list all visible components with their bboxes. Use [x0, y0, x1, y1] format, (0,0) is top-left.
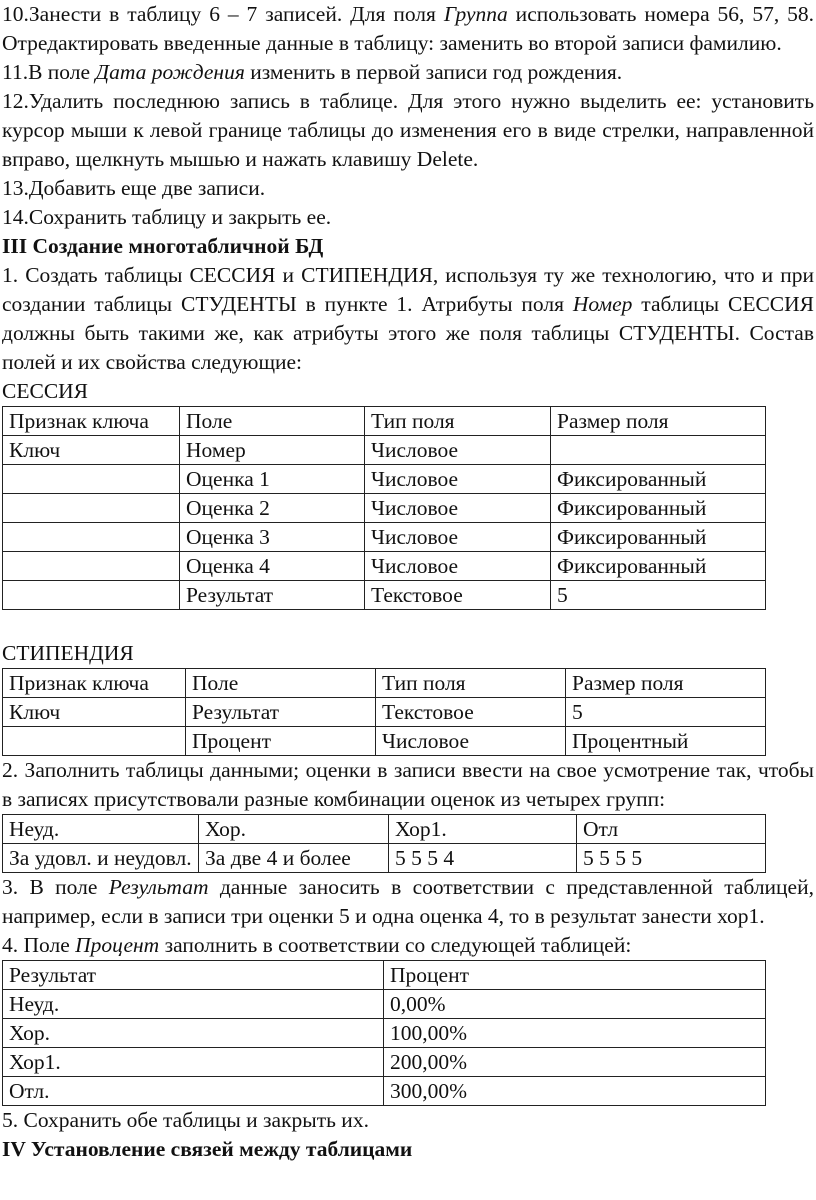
- header-cell: Размер поля: [551, 407, 766, 436]
- table-header-row: [3, 669, 766, 698]
- section-3-item-1: 1. Создать таблицы СЕССИЯ и СТИПЕНДИЯ, используя ту же технологию, что и при создании таблицы СТУДЕНТЫ в пункте 1. Атрибуты поля Номер таблицы СЕССИЯ должны быть такими же, как атрибуты этого же поля таблицы СТУДЕНТЫ. Состав полей и их свойства следующие:: [2, 263, 814, 374]
- paragraph-11: 11.В поле Дата рождения изменить в первой записи год рождения.: [2, 60, 623, 84]
- table-cell: [551, 436, 766, 465]
- table-cell: Оценка 1: [180, 465, 365, 494]
- table-cell: Хор.: [3, 1019, 384, 1048]
- header-cell: Неуд.: [3, 815, 199, 844]
- table-cell: [3, 465, 180, 494]
- table-cell: Оценка 4: [180, 552, 365, 581]
- stipend-table-title: СТИПЕНДИЯ: [2, 641, 134, 665]
- table-cell: Ключ: [3, 436, 180, 465]
- percent-table: [2, 960, 766, 1106]
- table-cell: Числовое: [376, 727, 566, 756]
- table-cell: За удовл. и неудовл.: [3, 844, 199, 873]
- header-cell: Признак ключа: [3, 669, 186, 698]
- table-cell: Текстовое: [376, 698, 566, 727]
- table-cell: Процент: [186, 727, 376, 756]
- table-cell: Числовое: [365, 523, 551, 552]
- paragraph-14: 14.Сохранить таблицу и закрыть ее.: [2, 205, 332, 229]
- table-row: [3, 581, 766, 610]
- table-cell: 5 5 5 4: [389, 844, 577, 873]
- session-table-title: СЕССИЯ: [2, 379, 89, 403]
- table-row: [3, 990, 766, 1019]
- table-row: [3, 523, 766, 552]
- table-cell: Числовое: [365, 552, 551, 581]
- header-cell: Хор1.: [389, 815, 577, 844]
- header-cell: Поле: [180, 407, 365, 436]
- table-cell: [3, 523, 180, 552]
- paragraph-10: 10.Занести в таблицу 6 – 7 записей. Для поля Группа использовать номера 56, 57, 58. Отредактировать введенные данные в таблицу: заменить во второй записи фамилию.: [2, 2, 814, 55]
- section-3-item-3: 3. В поле Результат данные заносить в соответствии с представленной таблицей, например, если в записи три оценки 5 и одна оценка 4, то в результат занести хор1.: [2, 875, 814, 928]
- header-cell: Хор.: [199, 815, 389, 844]
- table-cell: Фиксированный: [551, 465, 766, 494]
- table-cell: Неуд.: [3, 990, 384, 1019]
- table-cell: Числовое: [365, 465, 551, 494]
- header-cell: Результат: [3, 961, 384, 990]
- table-cell: Номер: [180, 436, 365, 465]
- section-3-item-2: 2. Заполнить таблицы данными; оценки в записи ввести на свое усмотрение так, чтобы в записях присутствовали разные комбинации оценок из четырех групп:: [2, 758, 814, 811]
- table-row: [3, 465, 766, 494]
- grades-table: [2, 814, 766, 873]
- header-cell: Поле: [186, 669, 376, 698]
- table-cell: Числовое: [365, 494, 551, 523]
- table-cell: Оценка 3: [180, 523, 365, 552]
- table-cell: Результат: [186, 698, 376, 727]
- table-cell: Ключ: [3, 698, 186, 727]
- section-3-item-4: 4. Поле Процент заполнить в соответствии со следующей таблицей:: [2, 933, 632, 957]
- section-4-heading: IV Установление связей между таблицами: [2, 1137, 413, 1161]
- paragraph-12: 12.Удалить последнюю запись в таблице. Для этого нужно выделить ее: установить курсор мыши к левой границе таблицы до изменения его в виде стрелки, направленной вправо, щелкнуть мышью и нажать клавишу Delete.: [2, 89, 814, 171]
- stipend-table: [2, 668, 766, 756]
- table-cell: Процентный: [566, 727, 766, 756]
- table-row: [3, 844, 766, 873]
- table-row: [3, 698, 766, 727]
- table-cell: Оценка 2: [180, 494, 365, 523]
- table-cell: 0,00%: [384, 990, 766, 1019]
- header-cell: Признак ключа: [3, 407, 180, 436]
- table-cell: 300,00%: [384, 1077, 766, 1106]
- header-cell: Размер поля: [566, 669, 766, 698]
- table-cell: [3, 727, 186, 756]
- table-header-row: [3, 961, 766, 990]
- table-cell: 200,00%: [384, 1048, 766, 1077]
- table-cell: Фиксированный: [551, 523, 766, 552]
- table-cell: Хор1.: [3, 1048, 384, 1077]
- table-cell: [3, 494, 180, 523]
- table-cell: Фиксированный: [551, 494, 766, 523]
- paragraph-13: 13.Добавить еще две записи.: [2, 176, 266, 200]
- table-cell: 5: [566, 698, 766, 727]
- table-cell: Текстовое: [365, 581, 551, 610]
- table-cell: [3, 552, 180, 581]
- table-header-row: [3, 815, 766, 844]
- table-cell: Числовое: [365, 436, 551, 465]
- session-table: [2, 406, 766, 610]
- table-cell: 5 5 5 5: [577, 844, 766, 873]
- table-row: [3, 1077, 766, 1106]
- header-cell: Отл: [577, 815, 766, 844]
- table-row: [3, 1048, 766, 1077]
- table-cell: 100,00%: [384, 1019, 766, 1048]
- table-row: [3, 494, 766, 523]
- table-row: [3, 436, 766, 465]
- table-cell: Результат: [180, 581, 365, 610]
- section-3-heading: III Создание многотабличной БД: [2, 234, 324, 258]
- table-row: [3, 1019, 766, 1048]
- table-header-row: [3, 407, 766, 436]
- section-3-item-5: 5. Сохранить обе таблицы и закрыть их.: [2, 1108, 369, 1132]
- table-cell: [3, 581, 180, 610]
- table-cell: За две 4 и более: [199, 844, 389, 873]
- table-cell: Фиксированный: [551, 552, 766, 581]
- blank-line: [2, 610, 814, 639]
- header-cell: Тип поля: [365, 407, 551, 436]
- table-cell: Отл.: [3, 1077, 384, 1106]
- document-page: [2, 0, 814, 1164]
- table-cell: 5: [551, 581, 766, 610]
- header-cell: Тип поля: [376, 669, 566, 698]
- table-row: [3, 552, 766, 581]
- header-cell: Процент: [384, 961, 766, 990]
- table-row: [3, 727, 766, 756]
